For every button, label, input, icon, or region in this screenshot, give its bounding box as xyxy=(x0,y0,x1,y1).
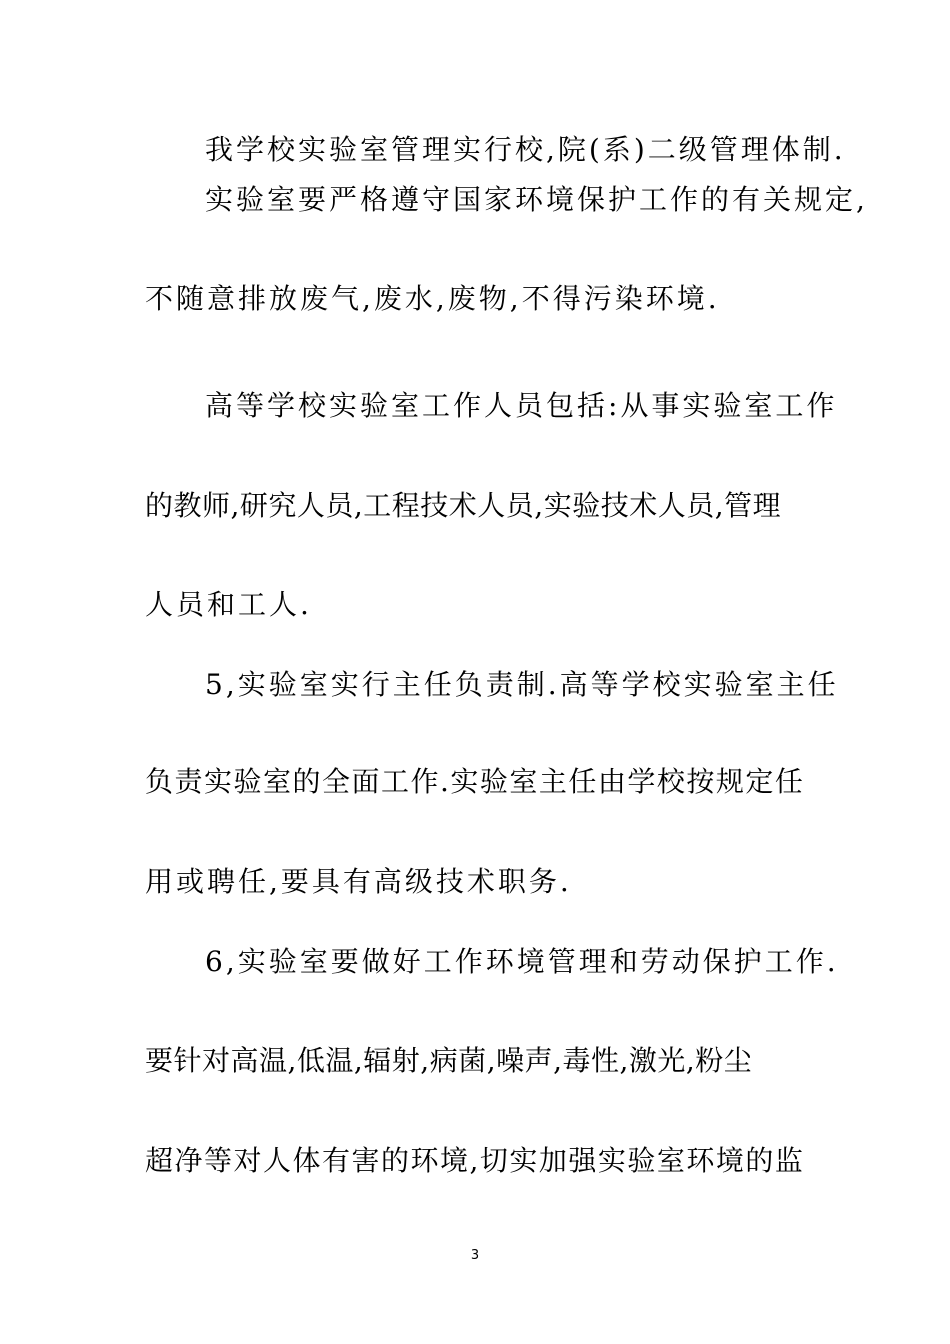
paragraph-line-9: 用或聘任,要具有高级技术职务. xyxy=(145,865,572,898)
page-number: 3 xyxy=(470,1248,480,1263)
paragraph-line-5: 的教师,研究人员,工程技术人员,实验技术人员,管理 xyxy=(145,489,782,522)
paragraph-line-1: 我学校实验室管理实行校,院(系)二级管理体制. xyxy=(205,133,846,166)
paragraph-line-4: 高等学校实验室工作人员包括:从事实验室工作 xyxy=(205,389,838,422)
paragraph-line-3: 不随意排放废气,废水,废物,不得污染环境. xyxy=(145,282,720,315)
paragraph-line-6: 人员和工人. xyxy=(145,588,312,621)
paragraph-line-2: 实验室要严格遵守国家环境保护工作的有关规定, xyxy=(205,183,868,216)
paragraph-line-7: 5,实验室实行主任负责制.高等学校实验室主任 xyxy=(205,668,839,701)
paragraph-line-8: 负责实验室的全面工作.实验室主任由学校按规定任 xyxy=(145,765,805,798)
paragraph-line-10: 6,实验室要做好工作环境管理和劳动保护工作. xyxy=(205,945,839,978)
paragraph-line-12: 超净等对人体有害的环境,切实加强实验室环境的监 xyxy=(145,1144,805,1177)
paragraph-line-11: 要针对高温,低温,辐射,病菌,噪声,毒性,激光,粉尘 xyxy=(145,1044,753,1077)
